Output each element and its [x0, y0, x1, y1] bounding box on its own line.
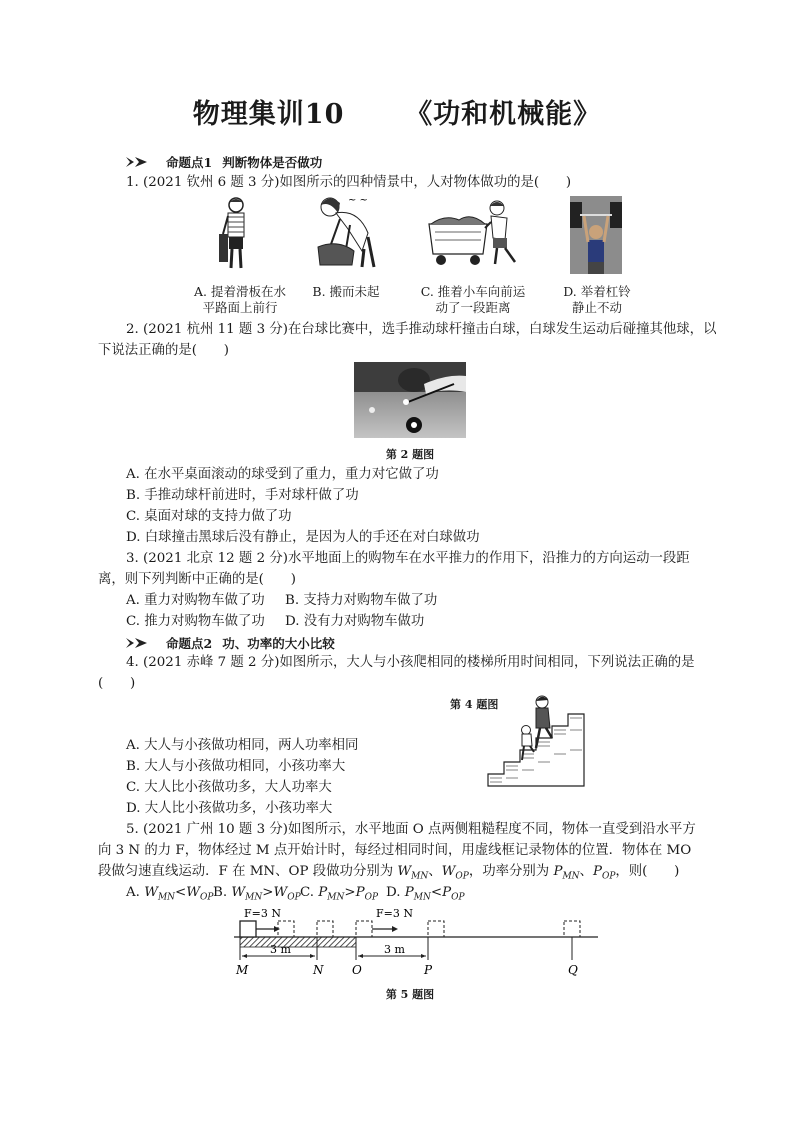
topic-label: 命题点1	[166, 155, 213, 170]
q2-option-b: B. 手推动球杆前进时，手对球杆做了功	[126, 488, 359, 503]
q2-option-a: A. 在水平桌面滚动的球受到了重力，重力对它做了功	[126, 467, 439, 482]
question-2-stem-line2: 下说法正确的是( )	[98, 343, 229, 358]
q2-option-c: C. 桌面对球的支持力做了功	[126, 509, 292, 524]
point-n: N	[313, 963, 324, 977]
rough-surface	[240, 937, 356, 947]
q4-option-b: B. 大人与小孩做功相同，小孩功率大	[126, 759, 346, 774]
dimension-label-op: 3 m	[384, 943, 405, 956]
block-dashed	[356, 921, 372, 937]
question-5-stem-line1: 5. (2021 广州 10 题 3 分)如图所示，水平地面 O 点两侧粗糙程度不同，物体一直受到沿水平方	[126, 822, 696, 837]
question-3-stem-line1: 3. (2021 北京 12 题 2 分)水平地面上的购物车在水平推力的作用下，沿推力的方向运动一段距	[126, 551, 690, 566]
title-sub: 《功和机械能》	[405, 99, 602, 130]
q2-caption: 第 2 题图	[385, 448, 435, 461]
question-2-stem-line1: 2. (2021 杭州 11 题 3 分)在台球比赛中，选手推动球杆撞击白球，白球发生运动后碰撞其他球，以	[126, 322, 717, 337]
q5-option-d: D. $P_{MN}<P_{OP}$	[386, 885, 465, 903]
title-main: 物理集训10	[192, 99, 345, 130]
question-5-stem-line2: 向 3 N 的力 F，物体经过 M 点开始计时，每经过相同时间，用虚线框记录物体的位置．物体在 MO	[98, 843, 692, 858]
q4-option-c: C. 大人比小孩做功多，大人功率大	[126, 780, 332, 795]
figure-lifting-stone	[308, 193, 386, 271]
topic-text: 功、功率的大小比较	[222, 636, 335, 651]
q5-option-a: A. $W_{MN}<W_{OP}$	[126, 885, 214, 903]
q5-option-c: C. $P_{MN}>P_{OP}$	[300, 885, 379, 903]
question-4-stem-line1: 4. (2021 赤峰 7 题 2 分)如图所示，大人与小孩爬相同的楼梯所用时间相同，下列说法正确的是	[126, 655, 695, 670]
q4-caption: 第 4 题图	[450, 698, 499, 711]
block-dashed	[564, 921, 580, 937]
topic-header-1	[126, 153, 322, 171]
block-solid	[240, 921, 256, 937]
q1-option-a: A. 提着滑板在水 平路面上前行	[194, 284, 286, 315]
topic-label: 命题点2	[166, 636, 213, 651]
q1-option-d: D. 举着杠铃 静止不动	[563, 284, 631, 315]
point-o: O	[352, 963, 362, 977]
dimension-label-mn: 3 m	[270, 943, 291, 956]
svg-text:~ ~: ~ ~	[348, 195, 368, 206]
question-5-stem-line3: 段做匀速直线运动．F 在 MN、OP 段做功分别为 $W_{MN}$、$W_{OP}$，功率分别为 $P_{MN}$、$P_{OP}$，则( )	[98, 864, 680, 882]
question-1-stem: 1. (2021 钦州 6 题 3 分)如图所示的四种情景中，人对物体做功的是( )	[126, 175, 572, 190]
q3-option-c: C. 推力对购物车做了功	[126, 614, 265, 629]
point-m: M	[236, 963, 249, 977]
block-dashed	[317, 921, 333, 937]
page-title	[0, 92, 794, 131]
q5-option-b: B. $W_{MN}>W_{OP}$	[213, 885, 301, 903]
q4-option-d: D. 大人比小孩做功多，小孩功率大	[126, 801, 333, 816]
figure-motion-diagram	[226, 902, 606, 980]
q5-caption: 第 5 题图	[385, 988, 435, 1001]
figure-weightlifter-photo	[570, 196, 622, 274]
q2-option-d: D. 白球撞击黑球后没有静止，是因为人的手还在对白球做功	[126, 530, 480, 545]
figure-stairs-climbing	[486, 690, 586, 790]
topic-header-2	[126, 634, 335, 652]
block-dashed	[428, 921, 444, 937]
figure-skateboard-person	[215, 196, 257, 274]
figure-pushing-cart	[425, 196, 525, 270]
q3-option-d: D. 没有力对购物车做功	[285, 614, 425, 629]
force-label-2: F=3 N	[376, 907, 413, 920]
q3-option-b: B. 支持力对购物车做了功	[285, 593, 438, 608]
topic-text: 判断物体是否做功	[222, 155, 323, 170]
question-3-stem-line2: 离，则下列判断中正确的是( )	[98, 572, 296, 587]
q1-option-b: B. 搬而未起	[312, 284, 380, 299]
question-4-stem-line2: ( )	[98, 676, 136, 691]
double-arrow-icon	[126, 157, 152, 167]
block-dashed	[278, 921, 294, 937]
q4-option-a: A. 大人与小孩做功相同，两人功率相同	[126, 738, 359, 753]
q1-option-c: C. 推着小车向前运 动了一段距离	[420, 284, 526, 315]
q3-option-a: A. 重力对购物车做了功	[126, 593, 265, 608]
point-q: Q	[568, 963, 578, 977]
force-label-1: F=3 N	[244, 907, 281, 920]
figure-billiards-photo	[354, 362, 466, 438]
point-p: P	[424, 963, 433, 977]
double-arrow-icon	[126, 638, 152, 648]
